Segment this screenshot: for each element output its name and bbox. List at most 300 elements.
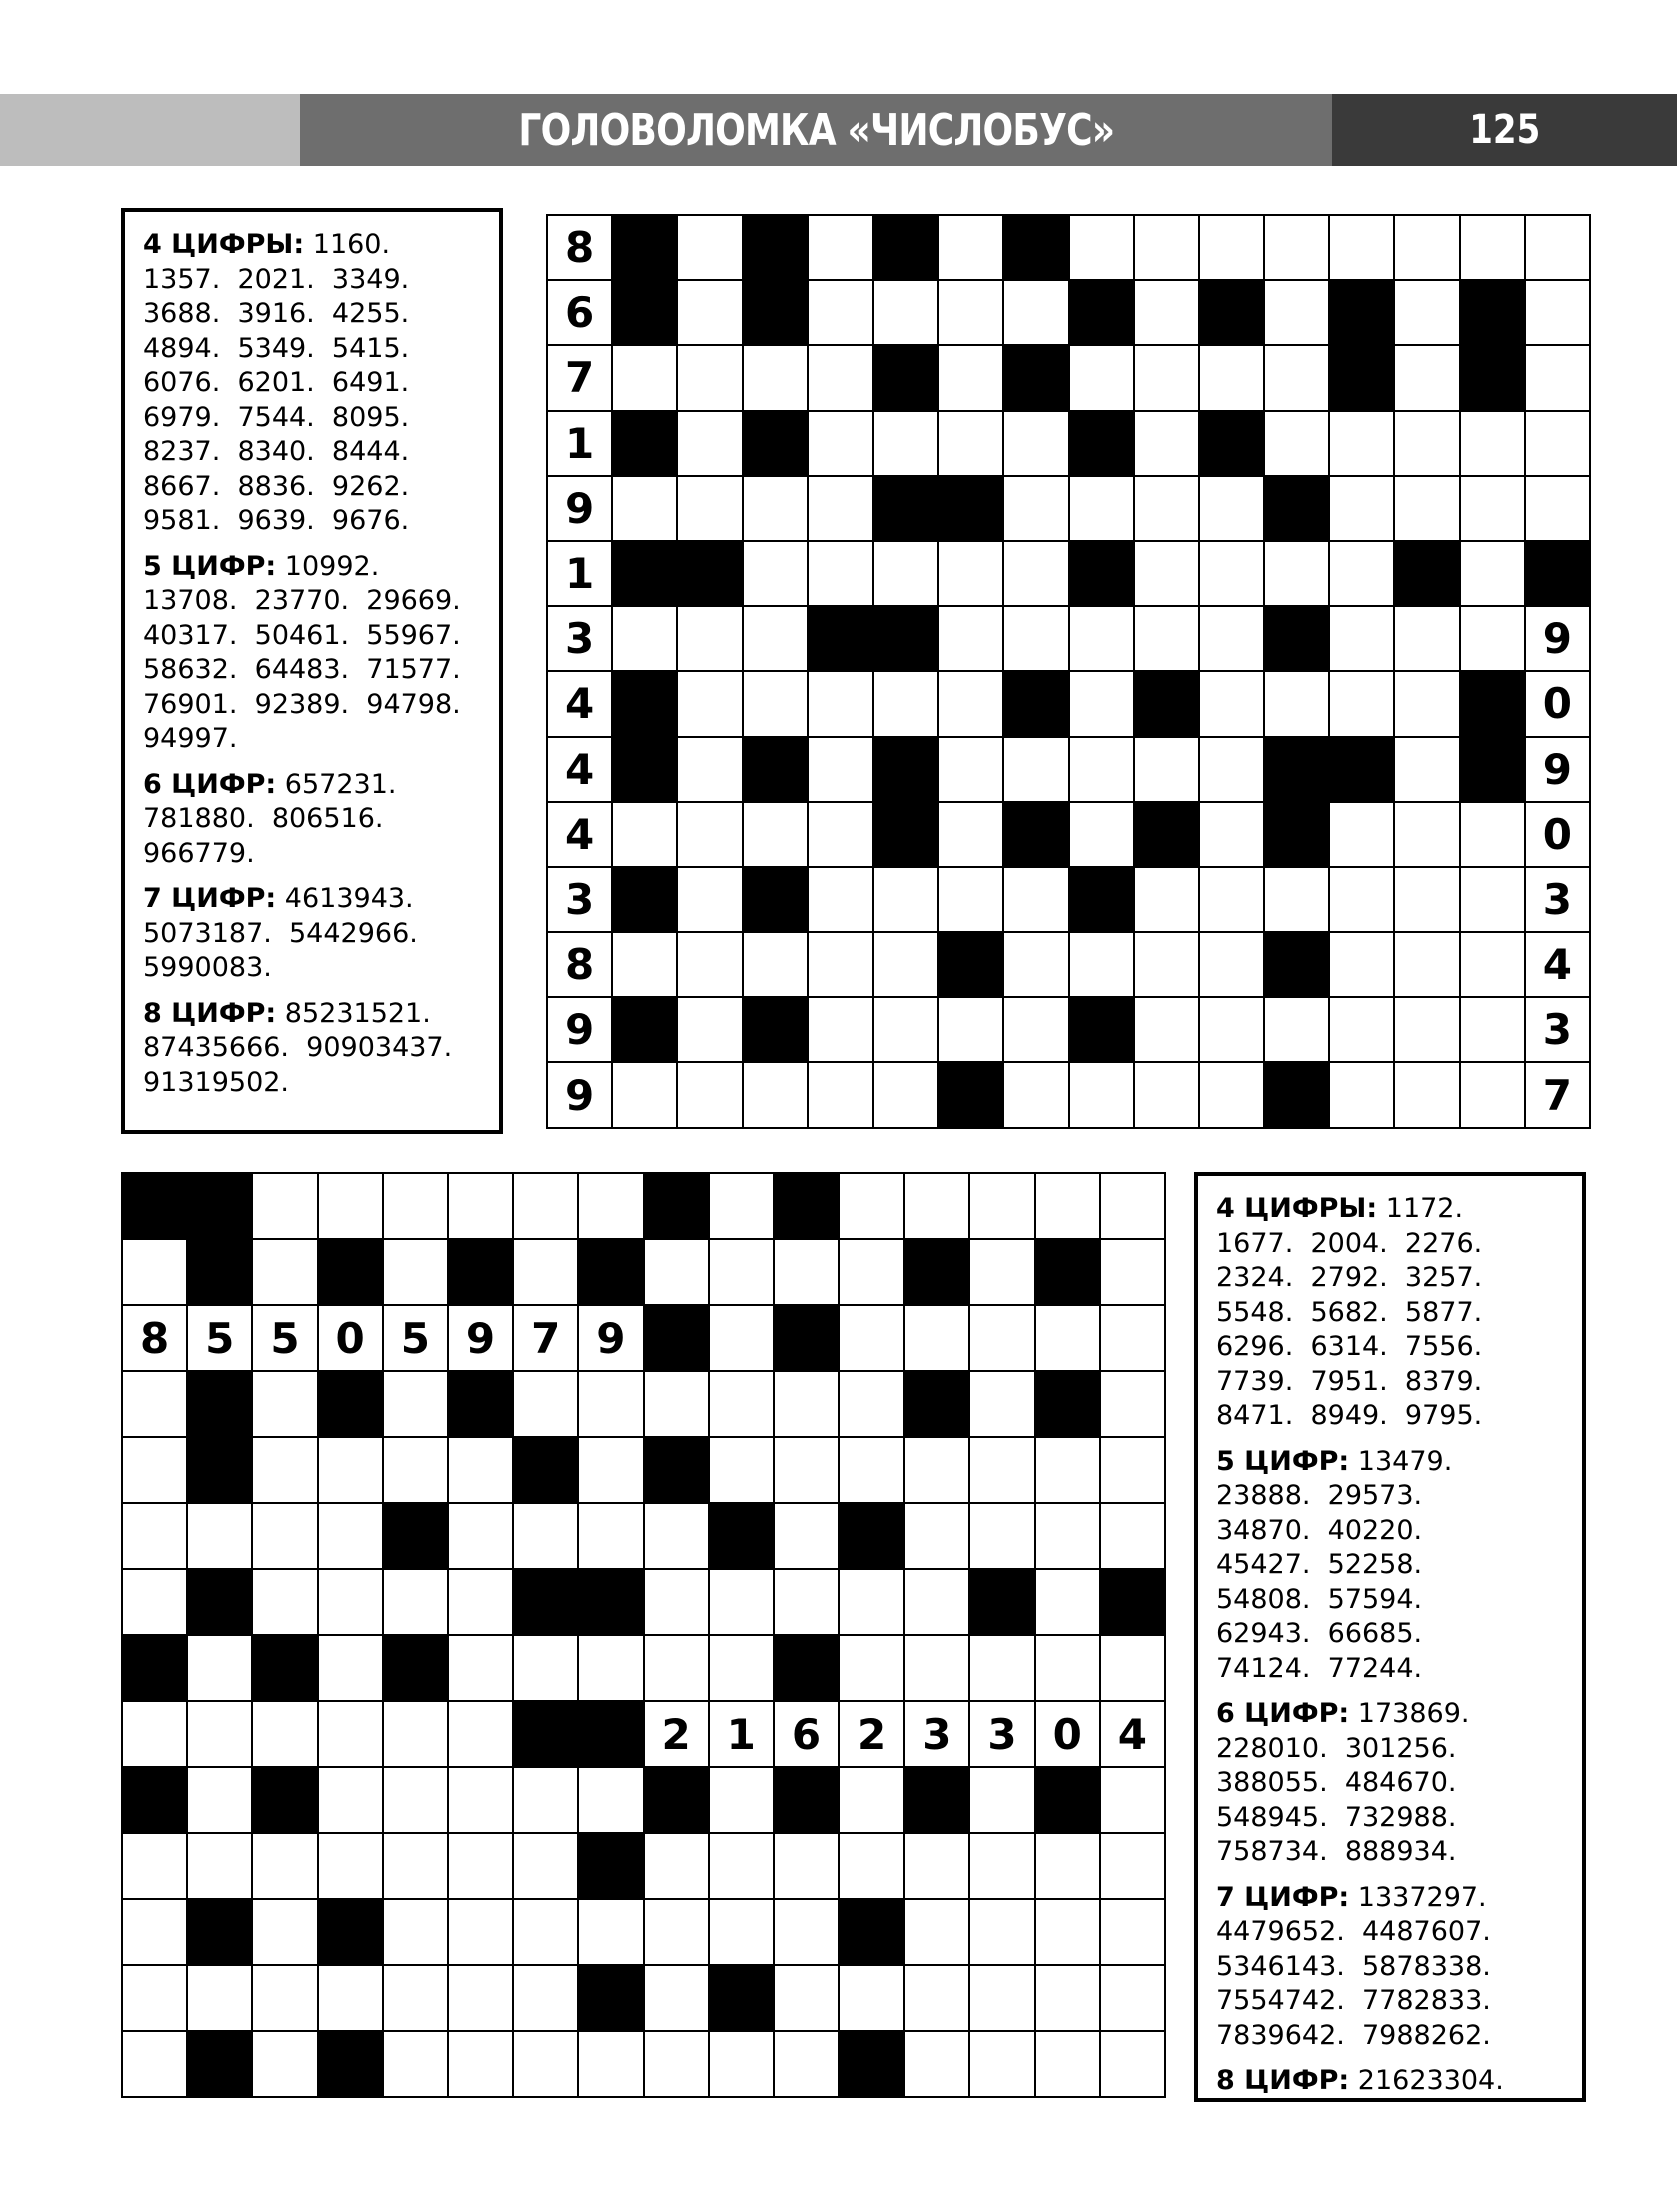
empty-cell[interactable] (1525, 476, 1590, 541)
empty-cell[interactable] (839, 1437, 904, 1503)
empty-cell[interactable] (839, 1239, 904, 1305)
empty-cell[interactable] (1069, 215, 1134, 280)
empty-cell[interactable] (1460, 867, 1525, 932)
empty-cell[interactable] (1329, 867, 1394, 932)
empty-cell[interactable] (448, 1569, 513, 1635)
empty-cell[interactable] (578, 1635, 643, 1701)
empty-cell[interactable] (1264, 215, 1329, 280)
empty-cell[interactable] (808, 476, 873, 541)
empty-cell[interactable] (1199, 345, 1264, 410)
empty-cell[interactable] (383, 2031, 448, 2097)
empty-cell[interactable] (318, 1635, 383, 1701)
empty-cell[interactable] (808, 345, 873, 410)
empty-cell[interactable] (1035, 1899, 1100, 1965)
empty-cell[interactable] (1035, 1635, 1100, 1701)
empty-cell[interactable] (743, 476, 808, 541)
empty-cell[interactable] (938, 606, 1003, 671)
empty-cell[interactable] (513, 1239, 578, 1305)
empty-cell[interactable] (252, 1173, 317, 1239)
empty-cell[interactable] (1460, 997, 1525, 1062)
empty-cell[interactable] (743, 345, 808, 410)
empty-cell[interactable] (1329, 411, 1394, 476)
empty-cell[interactable] (1069, 932, 1134, 997)
empty-cell[interactable] (904, 1437, 969, 1503)
empty-cell[interactable] (1069, 606, 1134, 671)
empty-cell[interactable] (448, 1173, 513, 1239)
empty-cell[interactable] (709, 1569, 774, 1635)
empty-cell[interactable] (1134, 867, 1199, 932)
empty-cell[interactable] (1460, 606, 1525, 671)
empty-cell[interactable] (1134, 541, 1199, 606)
empty-cell[interactable] (1199, 476, 1264, 541)
empty-cell[interactable] (1035, 1437, 1100, 1503)
empty-cell[interactable] (1035, 1569, 1100, 1635)
empty-cell[interactable] (808, 997, 873, 1062)
empty-cell[interactable] (578, 1371, 643, 1437)
empty-cell[interactable] (709, 1833, 774, 1899)
empty-cell[interactable] (709, 1305, 774, 1371)
empty-cell[interactable] (1100, 1503, 1165, 1569)
empty-cell[interactable] (1199, 802, 1264, 867)
empty-cell[interactable] (808, 411, 873, 476)
empty-cell[interactable] (1035, 1833, 1100, 1899)
empty-cell[interactable] (1100, 1305, 1165, 1371)
empty-cell[interactable] (938, 997, 1003, 1062)
empty-cell[interactable] (808, 802, 873, 867)
empty-cell[interactable] (677, 932, 742, 997)
empty-cell[interactable] (1134, 345, 1199, 410)
empty-cell[interactable] (1100, 1371, 1165, 1437)
empty-cell[interactable] (709, 1239, 774, 1305)
empty-cell[interactable] (709, 1767, 774, 1833)
empty-cell[interactable] (122, 1503, 187, 1569)
empty-cell[interactable] (1199, 606, 1264, 671)
empty-cell[interactable] (1100, 2031, 1165, 2097)
empty-cell[interactable] (1525, 411, 1590, 476)
empty-cell[interactable] (774, 1833, 839, 1899)
empty-cell[interactable] (1460, 476, 1525, 541)
empty-cell[interactable] (774, 1899, 839, 1965)
empty-cell[interactable] (1003, 737, 1068, 802)
empty-cell[interactable] (873, 280, 938, 345)
empty-cell[interactable] (1329, 802, 1394, 867)
empty-cell[interactable] (612, 802, 677, 867)
empty-cell[interactable] (743, 606, 808, 671)
empty-cell[interactable] (677, 997, 742, 1062)
empty-cell[interactable] (383, 1767, 448, 1833)
empty-cell[interactable] (122, 1239, 187, 1305)
empty-cell[interactable] (969, 1173, 1034, 1239)
empty-cell[interactable] (612, 1062, 677, 1127)
empty-cell[interactable] (513, 2031, 578, 2097)
empty-cell[interactable] (318, 1965, 383, 2031)
empty-cell[interactable] (969, 1635, 1034, 1701)
empty-cell[interactable] (774, 1965, 839, 2031)
empty-cell[interactable] (904, 1569, 969, 1635)
empty-cell[interactable] (578, 1437, 643, 1503)
empty-cell[interactable] (1460, 802, 1525, 867)
empty-cell[interactable] (252, 1833, 317, 1899)
empty-cell[interactable] (709, 2031, 774, 2097)
empty-cell[interactable] (513, 1503, 578, 1569)
empty-cell[interactable] (1264, 345, 1329, 410)
empty-cell[interactable] (1394, 345, 1459, 410)
empty-cell[interactable] (252, 1437, 317, 1503)
empty-cell[interactable] (839, 1635, 904, 1701)
empty-cell[interactable] (904, 2031, 969, 2097)
empty-cell[interactable] (318, 1767, 383, 1833)
empty-cell[interactable] (1069, 345, 1134, 410)
empty-cell[interactable] (938, 215, 1003, 280)
empty-cell[interactable] (709, 1437, 774, 1503)
empty-cell[interactable] (1100, 1965, 1165, 2031)
empty-cell[interactable] (969, 1965, 1034, 2031)
empty-cell[interactable] (1525, 280, 1590, 345)
empty-cell[interactable] (808, 737, 873, 802)
empty-cell[interactable] (808, 541, 873, 606)
empty-cell[interactable] (839, 1305, 904, 1371)
empty-cell[interactable] (1199, 867, 1264, 932)
empty-cell[interactable] (1134, 997, 1199, 1062)
empty-cell[interactable] (774, 1503, 839, 1569)
empty-cell[interactable] (839, 1173, 904, 1239)
empty-cell[interactable] (1100, 1173, 1165, 1239)
empty-cell[interactable] (1329, 606, 1394, 671)
empty-cell[interactable] (808, 932, 873, 997)
empty-cell[interactable] (612, 345, 677, 410)
empty-cell[interactable] (1460, 215, 1525, 280)
empty-cell[interactable] (743, 1062, 808, 1127)
empty-cell[interactable] (1134, 476, 1199, 541)
empty-cell[interactable] (1329, 1062, 1394, 1127)
empty-cell[interactable] (873, 1062, 938, 1127)
empty-cell[interactable] (839, 1965, 904, 2031)
empty-cell[interactable] (677, 280, 742, 345)
empty-cell[interactable] (677, 411, 742, 476)
empty-cell[interactable] (774, 1371, 839, 1437)
empty-cell[interactable] (1394, 1062, 1459, 1127)
empty-cell[interactable] (122, 1371, 187, 1437)
empty-cell[interactable] (938, 802, 1003, 867)
empty-cell[interactable] (448, 1437, 513, 1503)
empty-cell[interactable] (1394, 802, 1459, 867)
empty-cell[interactable] (1069, 737, 1134, 802)
empty-cell[interactable] (938, 280, 1003, 345)
empty-cell[interactable] (1199, 997, 1264, 1062)
empty-cell[interactable] (677, 737, 742, 802)
empty-cell[interactable] (677, 802, 742, 867)
empty-cell[interactable] (938, 345, 1003, 410)
empty-cell[interactable] (122, 1701, 187, 1767)
empty-cell[interactable] (1394, 280, 1459, 345)
empty-cell[interactable] (1394, 737, 1459, 802)
empty-cell[interactable] (677, 671, 742, 736)
empty-cell[interactable] (1134, 280, 1199, 345)
empty-cell[interactable] (1003, 997, 1068, 1062)
empty-cell[interactable] (513, 1767, 578, 1833)
empty-cell[interactable] (1394, 606, 1459, 671)
empty-cell[interactable] (187, 1833, 252, 1899)
empty-cell[interactable] (904, 1173, 969, 1239)
empty-cell[interactable] (1199, 215, 1264, 280)
empty-cell[interactable] (513, 1173, 578, 1239)
empty-cell[interactable] (513, 1833, 578, 1899)
empty-cell[interactable] (1134, 215, 1199, 280)
empty-cell[interactable] (1069, 671, 1134, 736)
empty-cell[interactable] (1134, 606, 1199, 671)
empty-cell[interactable] (187, 1767, 252, 1833)
empty-cell[interactable] (873, 541, 938, 606)
empty-cell[interactable] (513, 1899, 578, 1965)
empty-cell[interactable] (1003, 867, 1068, 932)
empty-cell[interactable] (873, 867, 938, 932)
empty-cell[interactable] (318, 1437, 383, 1503)
empty-cell[interactable] (839, 1569, 904, 1635)
empty-cell[interactable] (448, 1701, 513, 1767)
empty-cell[interactable] (448, 1833, 513, 1899)
empty-cell[interactable] (677, 867, 742, 932)
empty-cell[interactable] (252, 1371, 317, 1437)
empty-cell[interactable] (1003, 476, 1068, 541)
empty-cell[interactable] (938, 411, 1003, 476)
empty-cell[interactable] (1329, 932, 1394, 997)
empty-cell[interactable] (122, 1899, 187, 1965)
empty-cell[interactable] (873, 411, 938, 476)
empty-cell[interactable] (904, 1503, 969, 1569)
empty-cell[interactable] (122, 1569, 187, 1635)
empty-cell[interactable] (969, 1239, 1034, 1305)
empty-cell[interactable] (644, 1635, 709, 1701)
empty-cell[interactable] (938, 867, 1003, 932)
empty-cell[interactable] (1329, 215, 1394, 280)
empty-cell[interactable] (1329, 671, 1394, 736)
empty-cell[interactable] (938, 737, 1003, 802)
empty-cell[interactable] (677, 345, 742, 410)
empty-cell[interactable] (252, 1701, 317, 1767)
empty-cell[interactable] (1003, 606, 1068, 671)
empty-cell[interactable] (383, 1569, 448, 1635)
empty-cell[interactable] (969, 1437, 1034, 1503)
empty-cell[interactable] (644, 2031, 709, 2097)
empty-cell[interactable] (774, 1437, 839, 1503)
empty-cell[interactable] (938, 671, 1003, 736)
empty-cell[interactable] (1134, 737, 1199, 802)
empty-cell[interactable] (612, 932, 677, 997)
empty-cell[interactable] (969, 1767, 1034, 1833)
empty-cell[interactable] (743, 541, 808, 606)
empty-cell[interactable] (677, 215, 742, 280)
empty-cell[interactable] (612, 606, 677, 671)
empty-cell[interactable] (448, 1767, 513, 1833)
empty-cell[interactable] (1003, 1062, 1068, 1127)
empty-cell[interactable] (1460, 932, 1525, 997)
empty-cell[interactable] (873, 997, 938, 1062)
empty-cell[interactable] (904, 1965, 969, 2031)
empty-cell[interactable] (578, 2031, 643, 2097)
empty-cell[interactable] (839, 1371, 904, 1437)
empty-cell[interactable] (1394, 215, 1459, 280)
empty-cell[interactable] (612, 476, 677, 541)
empty-cell[interactable] (252, 1899, 317, 1965)
empty-cell[interactable] (1264, 541, 1329, 606)
empty-cell[interactable] (1199, 671, 1264, 736)
empty-cell[interactable] (644, 1503, 709, 1569)
empty-cell[interactable] (187, 1701, 252, 1767)
empty-cell[interactable] (1329, 541, 1394, 606)
empty-cell[interactable] (1003, 541, 1068, 606)
empty-cell[interactable] (1003, 411, 1068, 476)
empty-cell[interactable] (122, 1833, 187, 1899)
empty-cell[interactable] (1134, 411, 1199, 476)
empty-cell[interactable] (1035, 1305, 1100, 1371)
empty-cell[interactable] (252, 1965, 317, 2031)
empty-cell[interactable] (187, 1965, 252, 2031)
empty-cell[interactable] (1134, 1062, 1199, 1127)
empty-cell[interactable] (318, 1701, 383, 1767)
empty-cell[interactable] (383, 1899, 448, 1965)
empty-cell[interactable] (448, 1503, 513, 1569)
empty-cell[interactable] (644, 1569, 709, 1635)
empty-cell[interactable] (808, 1062, 873, 1127)
empty-cell[interactable] (1329, 476, 1394, 541)
empty-cell[interactable] (1035, 1965, 1100, 2031)
empty-cell[interactable] (808, 867, 873, 932)
empty-cell[interactable] (318, 1173, 383, 1239)
empty-cell[interactable] (1460, 411, 1525, 476)
empty-cell[interactable] (318, 1833, 383, 1899)
empty-cell[interactable] (1264, 671, 1329, 736)
empty-cell[interactable] (904, 1899, 969, 1965)
empty-cell[interactable] (743, 932, 808, 997)
empty-cell[interactable] (709, 1635, 774, 1701)
empty-cell[interactable] (808, 280, 873, 345)
empty-cell[interactable] (839, 1767, 904, 1833)
empty-cell[interactable] (969, 1899, 1034, 1965)
empty-cell[interactable] (1100, 1239, 1165, 1305)
empty-cell[interactable] (1394, 932, 1459, 997)
empty-cell[interactable] (1394, 997, 1459, 1062)
empty-cell[interactable] (513, 1371, 578, 1437)
empty-cell[interactable] (383, 1173, 448, 1239)
empty-cell[interactable] (1035, 1173, 1100, 1239)
empty-cell[interactable] (644, 1371, 709, 1437)
empty-cell[interactable] (1003, 932, 1068, 997)
empty-cell[interactable] (187, 1635, 252, 1701)
empty-cell[interactable] (578, 1767, 643, 1833)
empty-cell[interactable] (383, 1371, 448, 1437)
empty-cell[interactable] (1460, 1062, 1525, 1127)
empty-cell[interactable] (448, 2031, 513, 2097)
empty-cell[interactable] (644, 1899, 709, 1965)
empty-cell[interactable] (709, 1173, 774, 1239)
empty-cell[interactable] (969, 1371, 1034, 1437)
empty-cell[interactable] (1329, 997, 1394, 1062)
empty-cell[interactable] (1100, 1635, 1165, 1701)
empty-cell[interactable] (904, 1635, 969, 1701)
empty-cell[interactable] (513, 1635, 578, 1701)
empty-cell[interactable] (644, 1239, 709, 1305)
empty-cell[interactable] (1134, 932, 1199, 997)
empty-cell[interactable] (1264, 280, 1329, 345)
empty-cell[interactable] (774, 1239, 839, 1305)
empty-cell[interactable] (774, 2031, 839, 2097)
empty-cell[interactable] (1069, 476, 1134, 541)
empty-cell[interactable] (808, 215, 873, 280)
empty-cell[interactable] (252, 1569, 317, 1635)
empty-cell[interactable] (1199, 541, 1264, 606)
empty-cell[interactable] (644, 1965, 709, 2031)
empty-cell[interactable] (743, 671, 808, 736)
empty-cell[interactable] (904, 1305, 969, 1371)
empty-cell[interactable] (1100, 1899, 1165, 1965)
empty-cell[interactable] (904, 1833, 969, 1899)
empty-cell[interactable] (1394, 867, 1459, 932)
empty-cell[interactable] (1460, 541, 1525, 606)
empty-cell[interactable] (448, 1965, 513, 2031)
empty-cell[interactable] (1264, 997, 1329, 1062)
empty-cell[interactable] (578, 1173, 643, 1239)
empty-cell[interactable] (644, 1833, 709, 1899)
empty-cell[interactable] (1199, 932, 1264, 997)
empty-cell[interactable] (808, 671, 873, 736)
empty-cell[interactable] (709, 1371, 774, 1437)
empty-cell[interactable] (1394, 411, 1459, 476)
empty-cell[interactable] (1394, 671, 1459, 736)
empty-cell[interactable] (1264, 411, 1329, 476)
empty-cell[interactable] (1100, 1767, 1165, 1833)
empty-cell[interactable] (969, 1833, 1034, 1899)
empty-cell[interactable] (1199, 1062, 1264, 1127)
empty-cell[interactable] (677, 1062, 742, 1127)
empty-cell[interactable] (677, 606, 742, 671)
empty-cell[interactable] (318, 1569, 383, 1635)
empty-cell[interactable] (1394, 476, 1459, 541)
empty-cell[interactable] (873, 671, 938, 736)
empty-cell[interactable] (383, 1701, 448, 1767)
empty-cell[interactable] (743, 802, 808, 867)
empty-cell[interactable] (709, 1899, 774, 1965)
empty-cell[interactable] (1069, 1062, 1134, 1127)
empty-cell[interactable] (774, 1569, 839, 1635)
empty-cell[interactable] (1100, 1437, 1165, 1503)
empty-cell[interactable] (578, 1503, 643, 1569)
empty-cell[interactable] (873, 932, 938, 997)
empty-cell[interactable] (1035, 1503, 1100, 1569)
empty-cell[interactable] (839, 1833, 904, 1899)
empty-cell[interactable] (969, 2031, 1034, 2097)
empty-cell[interactable] (513, 1965, 578, 2031)
empty-cell[interactable] (122, 1437, 187, 1503)
empty-cell[interactable] (122, 2031, 187, 2097)
empty-cell[interactable] (1003, 280, 1068, 345)
empty-cell[interactable] (969, 1503, 1034, 1569)
empty-cell[interactable] (187, 1503, 252, 1569)
empty-cell[interactable] (448, 1899, 513, 1965)
empty-cell[interactable] (1100, 1833, 1165, 1899)
empty-cell[interactable] (969, 1305, 1034, 1371)
empty-cell[interactable] (383, 1239, 448, 1305)
empty-cell[interactable] (383, 1437, 448, 1503)
empty-cell[interactable] (1199, 737, 1264, 802)
empty-cell[interactable] (1525, 345, 1590, 410)
empty-cell[interactable] (383, 1965, 448, 2031)
empty-cell[interactable] (122, 1965, 187, 2031)
empty-cell[interactable] (318, 1503, 383, 1569)
empty-cell[interactable] (677, 476, 742, 541)
empty-cell[interactable] (252, 1239, 317, 1305)
empty-cell[interactable] (252, 2031, 317, 2097)
empty-cell[interactable] (448, 1635, 513, 1701)
